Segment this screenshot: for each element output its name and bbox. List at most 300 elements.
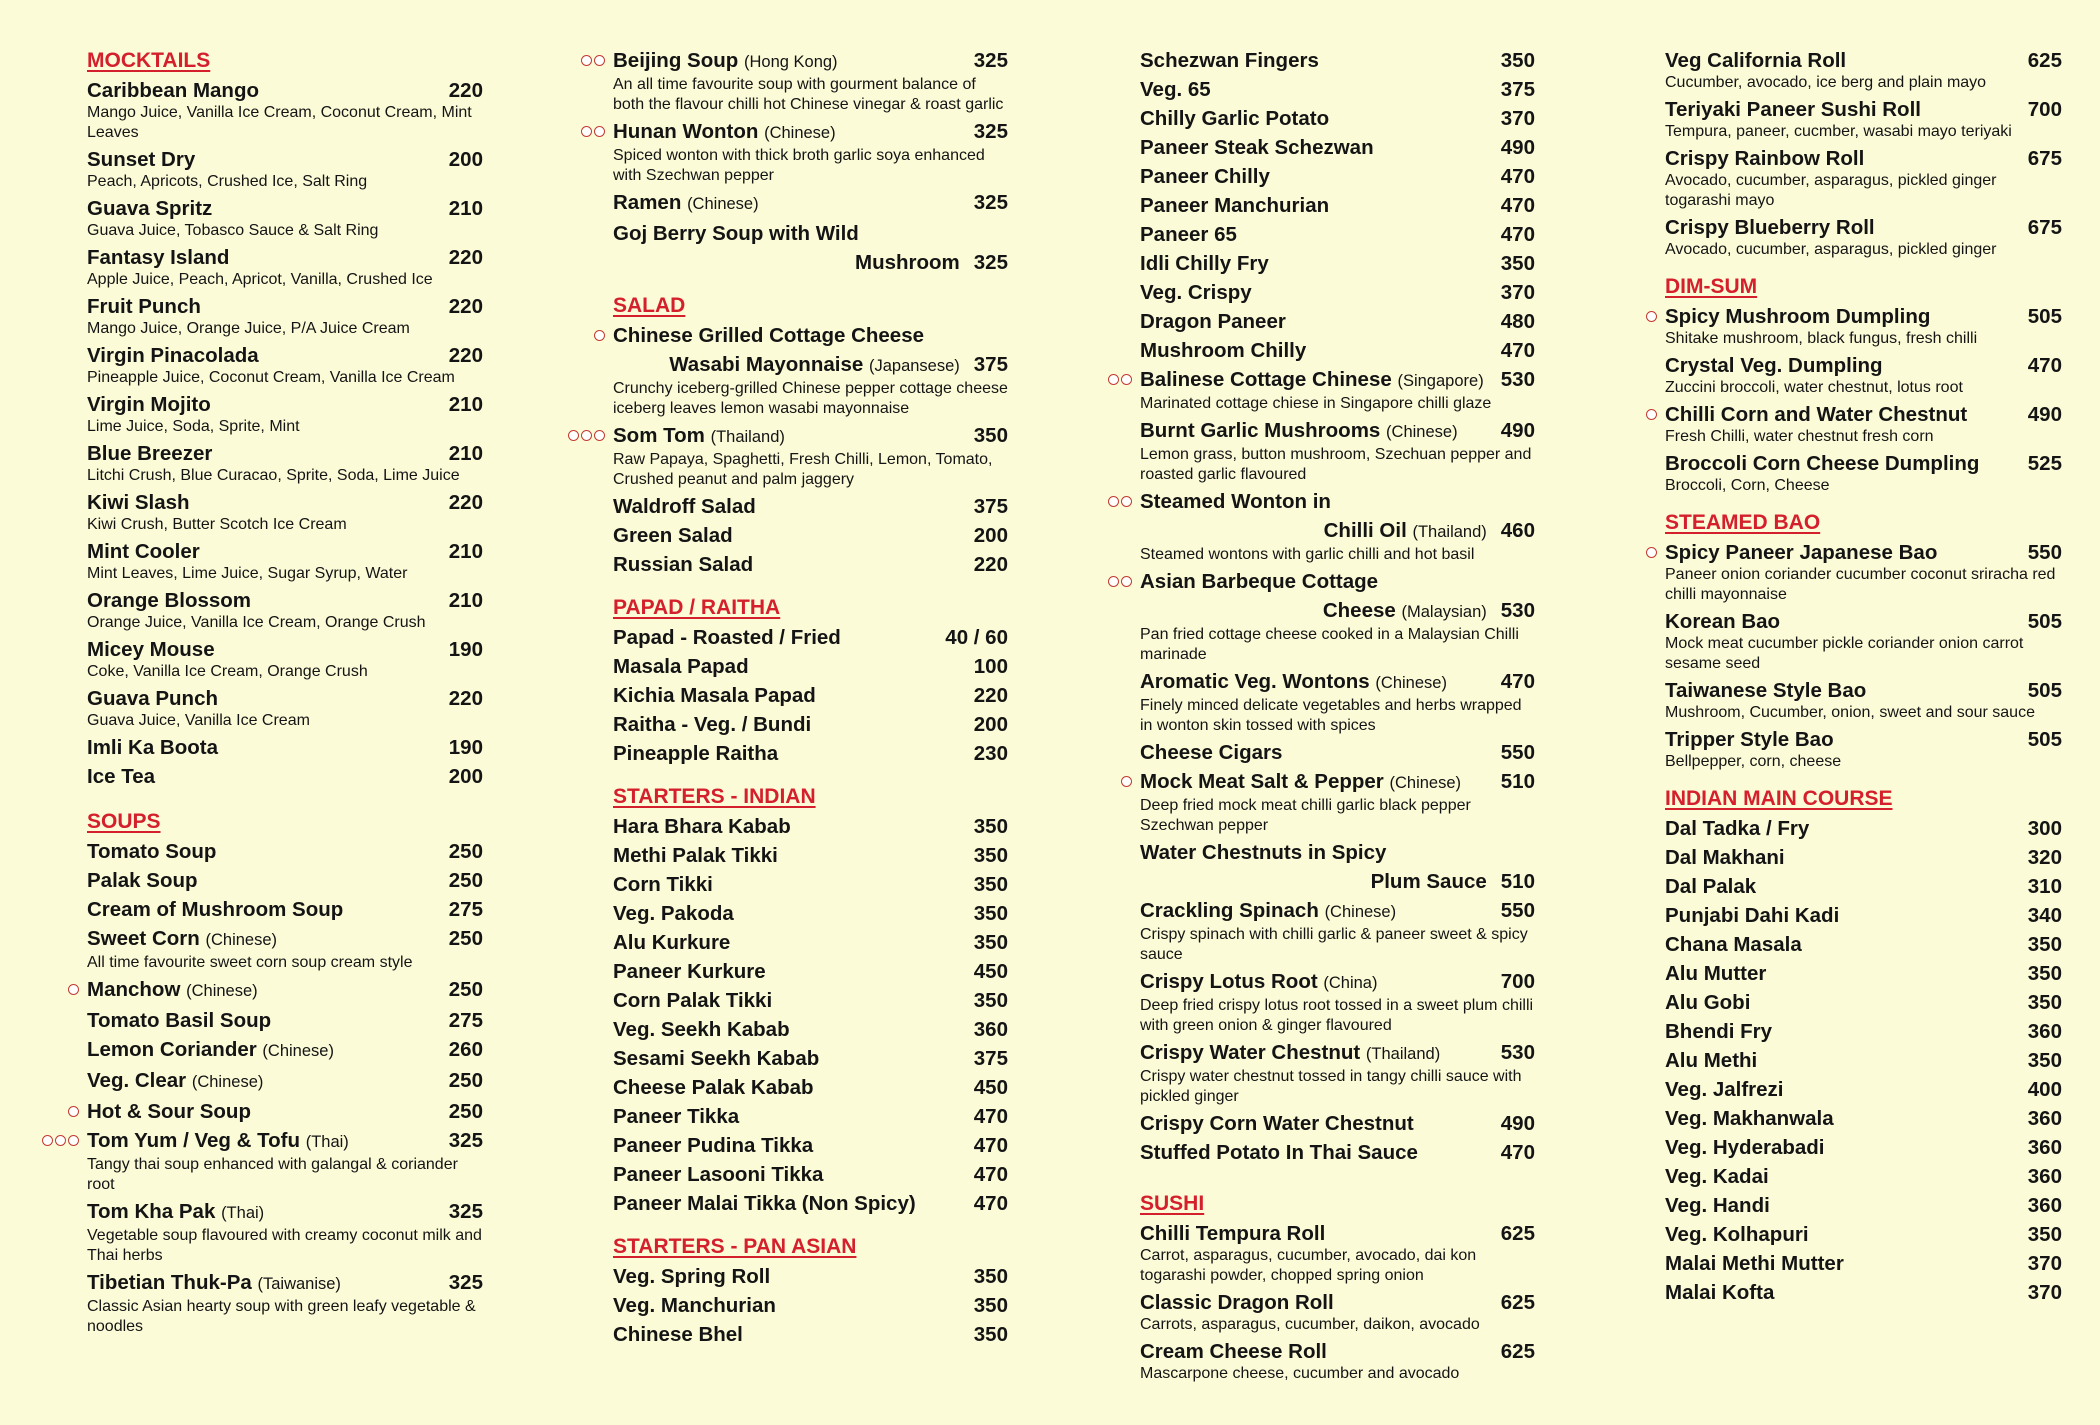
menu-item <box>1665 1017 2062 1046</box>
item-name: Burnt Garlic Mushrooms <box>1140 419 1381 442</box>
item-row <box>1140 867 1535 896</box>
item-price: 470 <box>1500 194 1535 217</box>
item-price: 360 <box>2027 1194 2062 1217</box>
item-name-wrap <box>613 1189 974 1218</box>
menu-item <box>87 1035 483 1066</box>
menu-item <box>613 957 1008 986</box>
item-price: 250 <box>448 978 483 1001</box>
item-description: Mushroom, Cucumber, onion, sweet and sour sauce <box>1665 704 2035 721</box>
menu-item <box>1140 133 1535 162</box>
item-name: Paneer 65 <box>1140 223 1237 246</box>
item-name-wrap <box>1665 449 2028 478</box>
item-origin: (Chinese) <box>191 1073 264 1091</box>
item-row <box>1665 1104 2062 1133</box>
menu-item <box>87 76 483 143</box>
item-row <box>87 243 483 272</box>
item-name-wrap <box>1665 959 2028 988</box>
item-row <box>1140 1219 1535 1248</box>
menu-item <box>613 1131 1008 1160</box>
item-name: Goj Berry Soup with Wild <box>613 222 859 245</box>
item-name-wrap <box>1140 336 1501 365</box>
item-row <box>87 1066 483 1097</box>
item-row <box>1140 767 1535 798</box>
item-row <box>1140 75 1535 104</box>
item-origin: (Thai) <box>305 1133 349 1151</box>
item-row <box>1665 988 2062 1017</box>
menu-item <box>87 1097 483 1126</box>
item-price: 325 <box>973 49 1008 72</box>
item-row <box>87 76 483 105</box>
item-name-wrap <box>87 1197 449 1228</box>
item-name-wrap <box>1140 738 1501 767</box>
item-name: Mint Cooler <box>87 540 200 563</box>
item-name-wrap <box>1140 365 1501 396</box>
menu-column <box>87 46 483 1339</box>
item-name: Kichia Masala Papad <box>613 684 816 707</box>
item-price: 325 <box>448 1129 483 1152</box>
menu-section <box>1665 784 2062 1307</box>
item-row <box>1665 959 2062 988</box>
menu-item <box>87 488 483 535</box>
item-name-wrap <box>1665 901 2028 930</box>
item-description: Lime Juice, Soda, Sprite, Mint <box>87 418 300 435</box>
item-row <box>1140 667 1535 698</box>
menu-item <box>1665 1075 2062 1104</box>
item-price: 370 <box>1500 281 1535 304</box>
item-description: Peach, Apricots, Crushed Ice, Salt Ring <box>87 173 368 190</box>
item-price: 210 <box>448 589 483 612</box>
item-name-wrap <box>1140 220 1501 249</box>
item-name: Taiwanese Style Bao <box>1665 679 1867 702</box>
item-description: Fresh Chilli, water chestnut fresh corn <box>1665 428 1934 445</box>
spice-indicator <box>581 55 605 66</box>
item-name: Veg. Jalfrezi <box>1665 1078 1784 1101</box>
item-description: Carrot, asparagus, cucumber, avocado, dai kon togarashi powder, chopped spring onion <box>1140 1247 1477 1284</box>
item-name-wrap <box>1140 162 1501 191</box>
item-name-wrap <box>1140 133 1501 162</box>
item-price: 375 <box>1500 78 1535 101</box>
item-price: 370 <box>2027 1252 2062 1275</box>
menu-item <box>613 1189 1008 1218</box>
item-row <box>1665 1075 2062 1104</box>
item-price: 470 <box>973 1105 1008 1128</box>
menu-item <box>613 117 1008 186</box>
item-name: Paneer Manchurian <box>1140 194 1330 217</box>
item-price: 220 <box>973 684 1008 707</box>
menu-item <box>613 1102 1008 1131</box>
item-origin: (Chinese) <box>764 124 836 142</box>
item-description: Steamed wontons with garlic chilli and hot basil <box>1140 546 1475 563</box>
item-row <box>87 1035 483 1066</box>
item-row <box>1140 1138 1535 1167</box>
menu-item <box>87 1126 483 1195</box>
item-price: 350 <box>1500 49 1535 72</box>
menu-item <box>87 924 483 973</box>
menu-item <box>1665 351 2062 398</box>
item-name: Tibetian Thuk-Pa <box>87 1271 252 1294</box>
menu-item <box>87 1197 483 1266</box>
item-name: Veg. Clear <box>87 1069 187 1092</box>
item-name: Asian Barbeque Cottage <box>1140 570 1379 593</box>
item-row <box>613 188 1008 219</box>
item-name-wrap <box>1665 843 2028 872</box>
item-name: Malai Methi Mutter <box>1665 1252 1844 1275</box>
menu-item <box>613 623 1008 652</box>
item-row <box>1665 814 2062 843</box>
item-row <box>1140 516 1535 547</box>
spice-indicator <box>594 330 605 341</box>
item-name: Waldroff Salad <box>613 495 756 518</box>
item-name: Steamed Wonton in <box>1140 490 1331 513</box>
item-name-wrap <box>87 1097 449 1126</box>
item-price: 220 <box>448 295 483 318</box>
item-price: 275 <box>448 1009 483 1032</box>
item-name-wrap <box>1665 1249 2028 1278</box>
item-name: Sweet Corn <box>87 927 200 950</box>
item-name-wrap <box>613 1131 974 1160</box>
item-row <box>87 1126 483 1157</box>
item-price: 675 <box>2027 147 2062 170</box>
spice-indicator <box>68 984 79 995</box>
menu-item <box>613 1073 1008 1102</box>
item-name: Broccoli Corn Cheese Dumpling <box>1665 452 1980 475</box>
item-name: Chilli Corn and Water Chestnut <box>1665 403 1968 426</box>
menu-item <box>87 194 483 241</box>
menu-item <box>1665 814 2062 843</box>
item-price: 350 <box>2027 962 2062 985</box>
item-price: 210 <box>448 442 483 465</box>
item-name-wrap <box>1140 667 1501 698</box>
item-price: 470 <box>973 1134 1008 1157</box>
section-title: SUSHI <box>1140 1192 1205 1215</box>
item-price: 200 <box>973 713 1008 736</box>
item-name: Punjabi Dahi Kadi <box>1665 904 1840 927</box>
spice-indicator <box>1646 409 1657 420</box>
item-name-cont <box>1140 516 1501 547</box>
item-name-cont <box>1140 596 1501 627</box>
item-description: Deep fried crispy lotus root tossed in a sweet plum chilli with green onion & ginger flavoured <box>1140 997 1534 1034</box>
menu-item <box>1665 1220 2062 1249</box>
item-row <box>1665 351 2062 380</box>
item-name-wrap <box>1665 302 2028 331</box>
item-row <box>1140 1288 1535 1317</box>
item-name-line2: Plum Sauce <box>1370 870 1487 893</box>
item-row <box>1665 1133 2062 1162</box>
item-name: Crispy Blueberry Roll <box>1665 216 1875 239</box>
item-price: 375 <box>973 353 1008 376</box>
item-origin: (Thailand) <box>1412 523 1487 541</box>
item-row <box>613 1102 1008 1131</box>
item-description: Coke, Vanilla Ice Cream, Orange Crush <box>87 663 368 680</box>
item-name-wrap <box>1665 607 2028 636</box>
item-row <box>1665 302 2062 331</box>
menu-item <box>87 243 483 290</box>
item-name: Som Tom <box>613 424 705 447</box>
menu-item <box>613 1320 1008 1349</box>
item-name: Dragon Paneer <box>1140 310 1286 333</box>
item-name: Idli Chilly Fry <box>1140 252 1269 275</box>
item-name-wrap <box>87 1035 449 1066</box>
item-name-wrap <box>1140 278 1501 307</box>
chili-icon <box>1121 496 1132 507</box>
menu-item <box>87 837 483 866</box>
item-row <box>1140 278 1535 307</box>
item-name-wrap <box>87 439 449 468</box>
item-row <box>613 957 1008 986</box>
item-name: Fantasy Island <box>87 246 230 269</box>
menu-item <box>1665 1249 2062 1278</box>
item-name-wrap <box>1665 872 2028 901</box>
item-price: 360 <box>2027 1136 2062 1159</box>
item-name: Bhendi Fry <box>1665 1020 1773 1043</box>
menu-item <box>1140 307 1535 336</box>
item-description: Paneer onion coriander cucumber coconut sriracha red chilli mayonnaise <box>1665 566 2056 603</box>
item-name: Stuffed Potato In Thai Sauce <box>1140 1141 1418 1164</box>
item-name: Paneer Tikka <box>613 1105 740 1128</box>
item-name: Green Salad <box>613 524 733 547</box>
menu-item <box>613 219 1008 277</box>
item-price: 700 <box>1500 970 1535 993</box>
item-price: 350 <box>973 931 1008 954</box>
item-name-wrap <box>87 1126 449 1157</box>
item-name-wrap <box>1665 213 2028 242</box>
item-price: 325 <box>973 251 1008 274</box>
menu-item <box>87 1006 483 1035</box>
item-name: Crispy Corn Water Chestnut <box>1140 1112 1414 1135</box>
item-row <box>613 870 1008 899</box>
menu-item <box>1665 1133 2062 1162</box>
menu-item <box>1665 449 2062 496</box>
item-price: 470 <box>2027 354 2062 377</box>
item-row <box>613 710 1008 739</box>
item-name-wrap <box>1140 104 1501 133</box>
item-row <box>1665 1191 2062 1220</box>
chili-icon <box>581 55 592 66</box>
item-row <box>1665 144 2062 173</box>
item-price: 350 <box>973 424 1008 447</box>
item-name-wrap <box>87 488 449 517</box>
item-row <box>87 586 483 615</box>
item-name-wrap <box>1665 1046 2028 1075</box>
item-row <box>87 684 483 713</box>
item-description: Zuccini broccoli, water chestnut, lotus root <box>1665 379 1963 396</box>
item-row <box>613 350 1008 381</box>
item-price: 350 <box>973 1294 1008 1317</box>
section-title: STARTERS - PAN ASIAN <box>613 1235 857 1258</box>
menu-item <box>1665 725 2062 772</box>
chili-icon <box>1108 576 1119 587</box>
item-row <box>1140 738 1535 767</box>
chili-icon <box>1646 409 1657 420</box>
item-name: Russian Salad <box>613 553 754 576</box>
menu-item <box>87 635 483 682</box>
menu-item <box>613 739 1008 768</box>
item-name: Manchow <box>87 978 181 1001</box>
spice-indicator <box>581 126 605 137</box>
item-name: Palak Soup <box>87 869 198 892</box>
menu-section <box>87 46 483 791</box>
item-name-wrap <box>87 975 449 1006</box>
item-name: Aromatic Veg. Wontons <box>1140 670 1370 693</box>
item-name: Chilly Garlic Potato <box>1140 107 1330 130</box>
item-price: 275 <box>448 898 483 921</box>
item-name: Papad - Roasted / Fried <box>613 626 841 649</box>
item-row <box>613 1262 1008 1291</box>
item-row <box>613 421 1008 452</box>
item-price: 250 <box>448 869 483 892</box>
menu-item <box>1140 1109 1535 1138</box>
item-name: Crispy Rainbow Roll <box>1665 147 1865 170</box>
menu-item <box>87 292 483 339</box>
item-price: 550 <box>1500 741 1535 764</box>
item-row <box>613 652 1008 681</box>
item-price: 210 <box>448 393 483 416</box>
menu-item <box>87 537 483 584</box>
menu-item <box>613 1015 1008 1044</box>
item-description: Mango Juice, Orange Juice, P/A Juice Cream <box>87 320 410 337</box>
menu-item <box>1665 1104 2062 1133</box>
item-description: Mascarpone cheese, cucumber and avocado <box>1140 1365 1460 1382</box>
item-price: 260 <box>448 1038 483 1061</box>
item-origin: (Chinese) <box>262 1042 334 1060</box>
item-name-wrap <box>1665 1278 2028 1307</box>
item-description: Carrots, asparagus, cucumber, daikon, avocado <box>1140 1316 1480 1333</box>
item-price: 550 <box>2027 541 2062 564</box>
item-price: 625 <box>1500 1222 1535 1245</box>
spice-indicator <box>1646 547 1657 558</box>
item-price: 250 <box>448 1069 483 1092</box>
item-name-wrap <box>87 341 449 370</box>
menu-item <box>1665 901 2062 930</box>
item-name-wrap <box>613 117 974 148</box>
item-price: 325 <box>448 1200 483 1223</box>
item-description: Guava Juice, Vanilla Ice Cream <box>87 712 310 729</box>
item-row <box>1665 725 2062 754</box>
item-name-line2: Chilli Oil <box>1323 519 1407 542</box>
menu-item <box>1140 104 1535 133</box>
item-name-wrap <box>613 1102 974 1131</box>
menu-item <box>1140 249 1535 278</box>
item-name-wrap <box>1140 75 1501 104</box>
item-row <box>87 762 483 791</box>
item-price: 470 <box>1500 165 1535 188</box>
item-name-wrap <box>1140 249 1501 278</box>
item-price: 325 <box>973 191 1008 214</box>
menu-item <box>1140 416 1535 485</box>
item-price: 220 <box>973 553 1008 576</box>
item-row <box>1665 1162 2062 1191</box>
item-name-wrap <box>87 586 449 615</box>
menu-item <box>1665 1046 2062 1075</box>
section-title: PAPAD / RAITHA <box>613 596 781 619</box>
menu-item <box>613 899 1008 928</box>
menu-item <box>613 1291 1008 1320</box>
item-name: Veg. Pakoda <box>613 902 734 925</box>
item-price: 530 <box>1500 368 1535 391</box>
menu-section <box>1140 46 1535 1167</box>
item-row <box>87 895 483 924</box>
item-name-cont <box>613 350 974 381</box>
item-description: Guava Juice, Tobasco Sauce & Salt Ring <box>87 222 379 239</box>
item-name: Chinese Bhel <box>613 1323 743 1346</box>
item-row <box>1665 1046 2062 1075</box>
item-price: 100 <box>973 655 1008 678</box>
item-origin: (Chinese) <box>186 982 258 1000</box>
item-name-wrap <box>87 866 449 895</box>
item-name-wrap <box>1140 46 1501 75</box>
menu-item <box>1140 838 1535 896</box>
item-name-wrap <box>1140 1288 1501 1317</box>
item-name-wrap <box>1665 1191 2028 1220</box>
item-row <box>1665 213 2062 242</box>
item-name: Imli Ka Boota <box>87 736 218 759</box>
item-name-wrap <box>613 550 974 579</box>
item-price: 220 <box>448 491 483 514</box>
item-price: 250 <box>448 927 483 950</box>
menu-item <box>1140 487 1535 565</box>
section-title: STEAMED BAO <box>1665 511 1821 534</box>
item-price: 370 <box>2027 1281 2062 1304</box>
item-price: 360 <box>973 1018 1008 1041</box>
item-row <box>1665 607 2062 636</box>
item-name: Virgin Pinacolada <box>87 344 259 367</box>
item-name-wrap <box>613 421 974 452</box>
menu-item <box>613 550 1008 579</box>
item-price: 490 <box>1500 1112 1535 1135</box>
item-name: Paneer Steak Schezwan <box>1140 136 1374 159</box>
item-origin: (Chinese) <box>1386 423 1458 441</box>
item-row <box>1665 901 2062 930</box>
item-name-wrap <box>1665 1017 2028 1046</box>
item-name-wrap <box>87 194 449 223</box>
item-name: Guava Punch <box>87 687 219 710</box>
item-name-wrap <box>613 46 974 77</box>
menu-section <box>613 782 1008 1218</box>
menu-item <box>87 439 483 486</box>
item-name-wrap <box>1665 46 2028 75</box>
item-description: All time favourite sweet corn soup cream style <box>87 954 413 971</box>
item-row <box>87 837 483 866</box>
item-name: Classic Dragon Roll <box>1140 1291 1334 1314</box>
item-price: 360 <box>2027 1165 2062 1188</box>
menu-item <box>613 681 1008 710</box>
chili-icon <box>581 430 592 441</box>
menu-item <box>87 341 483 388</box>
spice-indicator <box>1108 496 1132 507</box>
item-row <box>87 194 483 223</box>
item-name-wrap <box>87 1006 449 1035</box>
menu-item <box>1665 930 2062 959</box>
menu-item <box>613 1160 1008 1189</box>
item-name: Dal Makhani <box>1665 846 1785 869</box>
item-description: Cucumber, avocado, ice berg and plain mayo <box>1665 74 1987 91</box>
item-row <box>613 492 1008 521</box>
item-name-wrap <box>87 145 449 174</box>
item-row <box>613 521 1008 550</box>
item-price: 360 <box>2027 1107 2062 1130</box>
item-name-wrap <box>613 681 974 710</box>
menu-item <box>1665 95 2062 142</box>
item-price: 350 <box>973 873 1008 896</box>
menu-item <box>1140 896 1535 965</box>
item-price: 470 <box>1500 670 1535 693</box>
item-name: Veg. Makhanwala <box>1665 1107 1834 1130</box>
item-price: 375 <box>973 1047 1008 1070</box>
item-price: 350 <box>2027 1049 2062 1072</box>
item-price: 210 <box>448 540 483 563</box>
item-row <box>1140 191 1535 220</box>
item-origin: (Thailand) <box>710 428 785 446</box>
